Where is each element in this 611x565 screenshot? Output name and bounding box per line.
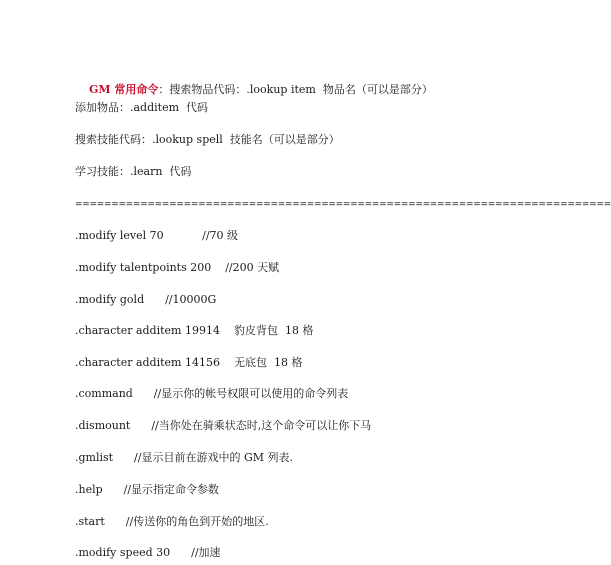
text-line: 搜索技能代码：.lookup spell 技能名（可以是部分）	[75, 133, 340, 146]
separator-line: ==========================================================================	[75, 200, 611, 210]
title-highlight: GM 常用命令	[89, 83, 159, 96]
command-line: .gmlist //显示目前在游戏中的 GM 列表.	[75, 451, 294, 464]
command-line: .command //显示你的帐号权限可以使用的命令列表	[75, 387, 349, 400]
command-line: .modify talentpoints 200 //200 天赋	[75, 261, 280, 274]
text-line: 学习技能：.learn 代码	[75, 165, 192, 178]
command-line: .modify speed 30 //加速	[75, 546, 221, 559]
command-line: .character additem 19914 豹皮背包 18 格	[75, 324, 314, 337]
command-line: .dismount //当你处在骑乘状态时,这个命令可以让你下马	[75, 419, 372, 432]
title-text: ：搜索物品代码：.lookup item 物品名（可以是部分）	[158, 83, 433, 96]
command-line: .modify level 70 //70 级	[75, 229, 239, 242]
command-line: .help //显示指定命令参数	[75, 483, 220, 496]
command-line: .start //传送你的角色到开始的地区.	[75, 515, 269, 528]
command-line: .modify gold //10000G	[75, 293, 217, 306]
text-line: 添加物品：.additem 代码	[75, 101, 209, 114]
command-line: .character additem 14156 无底包 18 格	[75, 356, 303, 369]
